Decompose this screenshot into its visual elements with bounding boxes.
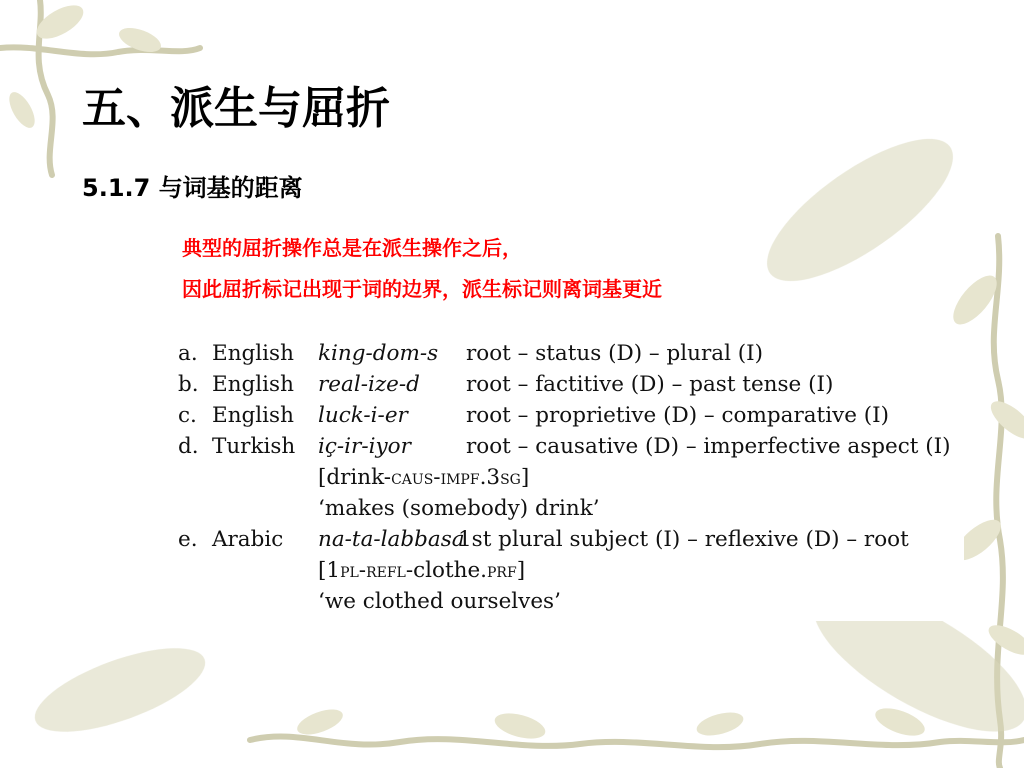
example-language: Turkish [212,434,296,459]
gloss-abbrev: prf [487,558,517,582]
example-row [178,462,951,493]
note-line-2: 因此屈折标记出现于词的边界，派生标记则离词基更近 [182,277,662,301]
example-label: d. [178,434,199,459]
example-row [178,369,951,400]
example-row [178,586,951,617]
gloss-abbrev: refl [366,558,406,582]
example-gloss: root – status (D) – plural (I) [466,341,764,366]
example-form: luck-i-er [318,403,408,428]
example-translation: ‘makes (somebody) drink’ [318,496,600,521]
gloss-text: - [358,558,367,583]
example-form: real-ize-d [318,372,420,397]
example-form: na-ta-labbasa [318,527,465,552]
example-gloss: root – proprietive (D) – comparative (I) [466,403,890,428]
gloss-text: [drink- [318,465,392,490]
gloss-text: -clothe. [405,558,488,583]
note-line-1: 典型的屈折操作总是在派生操作之后， [182,236,522,260]
example-language: English [212,372,294,397]
example-translation: ‘we clothed ourselves’ [318,589,561,614]
example-label: a. [178,341,198,366]
example-row [178,431,951,462]
example-row [178,400,951,431]
example-label: b. [178,372,199,397]
gloss-abbrev: sg [500,465,521,489]
example-row [178,555,951,586]
example-form: king-dom-s [318,341,439,366]
example-label: c. [178,403,197,428]
examples-list [178,338,951,617]
example-gloss: 1st plural subject (I) – reflexive (D) – root [458,527,909,552]
section-heading: 5.1.7 与词基的距离 [82,174,303,202]
example-form: iç-ir-iyor [318,434,411,459]
slide-title: 五、派生与屈折 [82,83,390,134]
gloss-text: . [479,465,487,490]
example-label: e. [178,527,198,552]
example-row [178,524,951,555]
example-gloss: root – factitive (D) – past tense (I) [466,372,834,397]
gloss-abbrev: pl [340,558,359,582]
gloss-abbrev: impf [440,465,480,489]
gloss-text: - [433,465,441,490]
example-language: Arabic [212,527,284,552]
example-row [178,493,951,524]
example-gloss: root – causative (D) – imperfective aspect (I) [466,434,951,459]
gloss-text: ] [520,465,530,490]
gloss-text: [1 [318,558,341,583]
example-row [178,338,951,369]
gloss-text: 3 [486,465,501,490]
gloss-text: ] [516,558,526,583]
example-language: English [212,403,294,428]
gloss-abbrev: caus [391,465,434,489]
example-language: English [212,341,294,366]
